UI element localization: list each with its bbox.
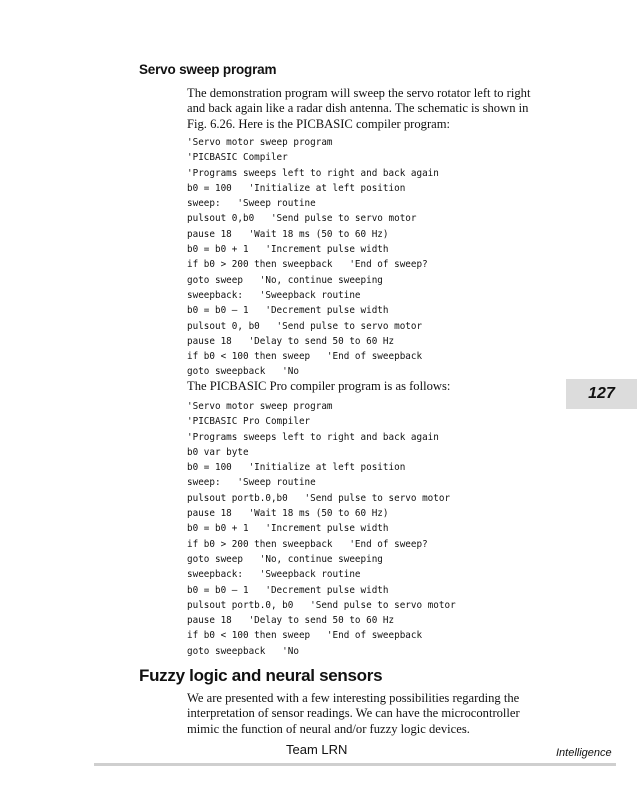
page-number-tab: 127: [566, 379, 637, 409]
code1-line: b0 = b0 — 1 'Decrement pulse width: [187, 305, 389, 317]
code2-line: pulsout portb.0,b0 'Send pulse to servo motor: [187, 492, 451, 504]
code1-line: if b0 > 200 then sweepback 'End of sweep?: [187, 259, 428, 271]
code1-line: if b0 < 100 then sweep 'End of sweepback: [187, 351, 423, 363]
footer-chapter-label: Intelligence: [556, 747, 612, 759]
code2-line: if b0 < 100 then sweep 'End of sweepback: [187, 630, 423, 642]
code2-line: sweep: 'Sweep routine: [187, 477, 316, 489]
servo-intro-paragraph: The demonstration program will sweep the servo rotator left to right and back again like a radar dish antenna. The schematic is shown in Fig. 6.26. Here is the PICBASIC compiler program:: [187, 86, 531, 131]
code1-line: sweepback: 'Sweepback routine: [187, 289, 361, 301]
picbasic-code-listing: [187, 135, 439, 380]
code1-line: sweep: 'Sweep routine: [187, 198, 316, 210]
code1-line: goto sweep 'No, continue sweeping: [187, 274, 383, 286]
picbasic-pro-code-listing: [187, 399, 456, 659]
code2-line: pause 18 'Delay to send 50 to 60 Hz: [187, 615, 395, 627]
code2-line: pause 18 'Wait 18 ms (50 to 60 Hz): [187, 508, 389, 520]
code1-line: pulsout 0,b0 'Send pulse to servo motor: [187, 213, 417, 225]
code2-line: sweepback: 'Sweepback routine: [187, 569, 361, 581]
code1-line: b0 = b0 + 1 'Increment pulse width: [187, 244, 389, 256]
code1-line: goto sweepback 'No: [187, 366, 299, 378]
code1-line: pulsout 0, b0 'Send pulse to servo motor: [187, 320, 423, 332]
code1-line: 'PICBASIC Compiler: [187, 152, 288, 164]
code2-line: pulsout portb.0, b0 'Send pulse to servo motor: [187, 599, 456, 611]
code1-line: b0 = 100 'Initialize at left position: [187, 182, 406, 194]
code2-line: b0 = b0 + 1 'Increment pulse width: [187, 523, 389, 535]
footer-team-label: Team LRN: [286, 742, 348, 757]
code2-line: 'Programs sweeps left to right and back again: [187, 431, 439, 443]
code1-line: 'Servo motor sweep program: [187, 137, 333, 148]
code2-line: goto sweep 'No, continue sweeping: [187, 553, 383, 565]
footer-rule: [94, 763, 616, 766]
code1-line: pause 18 'Delay to send 50 to 60 Hz: [187, 335, 395, 347]
section-heading-fuzzy-logic: Fuzzy logic and neural sensors: [139, 666, 383, 685]
pro-intro-paragraph: The PICBASIC Pro compiler program is as follows:: [187, 379, 451, 393]
code2-line: 'PICBASIC Pro Compiler: [187, 416, 311, 428]
code2-line: b0 = 100 'Initialize at left position: [187, 462, 406, 474]
section-heading-servo-sweep: Servo sweep program: [139, 62, 277, 77]
code1-line: 'Programs sweeps left to right and back again: [187, 167, 439, 179]
fuzzy-intro-paragraph: We are presented with a few interesting possibilities regarding the interpretation of sensor readings. We can have the microcontroller mimic the function of neural and/or fuzzy logic devices.: [187, 691, 520, 736]
code2-line: b0 var byte: [187, 446, 249, 458]
code2-line: b0 = b0 — 1 'Decrement pulse width: [187, 584, 389, 596]
code1-line: pause 18 'Wait 18 ms (50 to 60 Hz): [187, 228, 389, 240]
code2-line: goto sweepback 'No: [187, 645, 299, 657]
code2-line: if b0 > 200 then sweepback 'End of sweep?: [187, 538, 428, 550]
code2-line: 'Servo motor sweep program: [187, 401, 333, 412]
